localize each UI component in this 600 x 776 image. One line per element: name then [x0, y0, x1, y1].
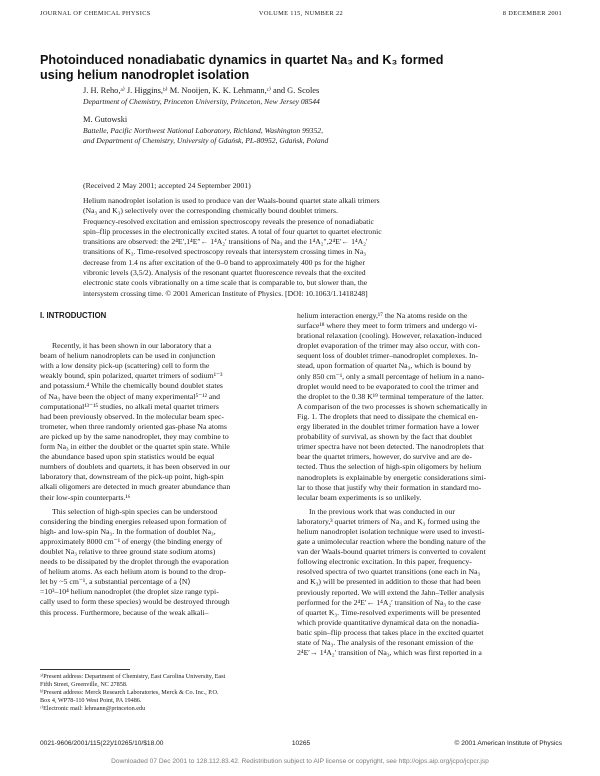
body-text-line: nanodroplets is explainable by energetic considerations simi-	[297, 472, 487, 482]
body-text-line: let by ~5 cm⁻¹, a substantial percentage of a ⟨N⟩	[40, 577, 191, 587]
abstract-line: transitions are observed: the 2⁴E′,1⁴E″← 1⁴A₂′ transitions of Na₃ and the 1⁴A₂″,2⁴E′← 1⁴A₂′	[83, 237, 368, 247]
body-text-line: performed for the 2⁴E′← 1⁴A₂′ transition of Na₃ to the case	[297, 597, 481, 607]
body-text-line: helium interaction energy,¹⁷ the Na atoms reside on the	[297, 311, 468, 320]
right-column	[297, 311, 539, 658]
body-text-line: considering the binding energies released upon formation of	[40, 516, 227, 526]
abstract-line: (Na₃ and K₃) selectively over the corresponding chemically bound doublet trimers.	[83, 206, 338, 216]
abstract-line: Helium nanodroplet isolation is used to produce van der Waals-bound quartet state alkali trimers	[83, 196, 380, 205]
body-text-line: batic spin–flip process that takes place in the excited quartet	[297, 627, 484, 637]
left-column	[40, 311, 282, 618]
body-text-line: =10³–10⁴ helium nanodroplet (the droplet size range typi-	[40, 587, 219, 597]
body-text-line: alkali oligomers are detected in much greater abundance than	[40, 482, 231, 492]
body-text-line: trimer spectra have not been detected. The nanodroplets that	[297, 442, 484, 452]
intro-paragraph-1	[40, 341, 282, 503]
abstract	[83, 196, 563, 299]
running-head	[40, 8, 562, 20]
footnotes	[40, 673, 282, 713]
body-text-line: tected. Thus the selection of high-spin oligomers by helium	[297, 462, 482, 472]
body-text-line: stead, upon formation of quartet Na₃, which is bound by	[297, 361, 472, 371]
affiliation-princeton: Department of Chemistry, Princeton University, Princeton, New Jersey 08544	[83, 97, 320, 106]
body-text-line: approximately 8000 cm⁻¹ of energy (the binding energy of	[40, 536, 223, 546]
body-text-line: the abundance based upon spin statistics would be equal	[40, 452, 215, 462]
abstract-line: electronic state cools vibrationally on a time scale that is comparable to, but slower than, the	[83, 278, 368, 288]
body-text-line: resolved spectra of two quartet transitions (one each in Na₃	[297, 567, 481, 577]
body-text-line: only 850 cm⁻¹, only a small percentage of helium in a nano-	[297, 371, 485, 381]
body-text-line: and potassium.⁴ While the chemically bound doublet states	[40, 381, 223, 391]
volume-number: VOLUME 115, NUMBER 22	[258, 10, 344, 17]
body-text-line: Fig. 1. The droplets that need to dissipate the chemical en-	[297, 411, 479, 421]
body-text-line: with a low density pick-up (scattering) cell to form the	[40, 361, 210, 371]
body-text-line: brational relaxation (cooling). However, relaxation-induced	[297, 331, 482, 341]
author-gutowski: M. Gutowski	[83, 115, 128, 124]
body-text-line: following electronic excitation. In this paper, frequency-	[297, 557, 472, 567]
body-text-line: doublet Na₃ relative to three ground state sodium atoms)	[40, 546, 216, 556]
intro-paragraph-3	[297, 507, 539, 658]
body-text-line: probability of survival, as shown by the fact that doublet	[297, 432, 473, 442]
abstract-line: vibronic levels (3,5/2). Analysis of the resonant quartet fluorescence reveals that the excited	[83, 268, 366, 278]
body-text-line: weakly bound, spin polarized, quartet trimers of sodium¹⁻³	[40, 371, 223, 381]
article-code: 0021-9606/2001/115(22)/10265/10/$18.00	[40, 740, 164, 747]
intro-paragraph-2	[40, 507, 282, 618]
body-text-line: their low-spin counterparts.¹⁶	[40, 492, 131, 502]
abstract-line: transitions of K₃. Time-resolved spectroscopy reveals that intersystem crossing times in Na₃	[83, 247, 366, 257]
intro-paragraph-continued	[297, 311, 539, 503]
body-text-line: sequent loss of doublet trimer–nanodroplet complexes. In-	[297, 351, 479, 361]
download-notice: Downloaded 07 Dec 2001 to 128.112.83.42. Redistribution subject to AIP license or copyright, see http://ojps.aip.org/jcpo/jcpcr.jsp	[111, 758, 489, 765]
title-line: Photoinduced nonadiabatic dynamics in quartet Na₃ and K₃ formed	[40, 53, 444, 67]
page-number: 10265	[291, 740, 311, 747]
body-text-line: the droplet to the 0.38 K¹⁹ terminal temperature of the latter.	[297, 391, 484, 401]
abstract-line: spin–flip processes in the electronically excited states. A total of four quartet to quartet electronic	[83, 226, 382, 236]
affiliation-gdansk: and Department of Chemistry, University of Gdańsk, PL-80952, Gdańsk, Poland	[83, 136, 329, 145]
body-text-line: form Na₃ in either the doublet or the quartet spin state. While	[40, 442, 230, 452]
body-text-line: trometer, when three randomly oriented gas-phase Na atoms	[40, 421, 227, 431]
body-text-line: laboratory,³ quartet trimers of Na₃ and K₃ formed using the	[297, 516, 480, 526]
abstract-line: decrease from 1.4 ns after excitation of the 0–0 band to approximately 400 ps for the higher	[83, 257, 365, 267]
journal-name: JOURNAL OF CHEMICAL PHYSICS	[40, 10, 151, 17]
body-text-line: had been previously observed. In the molecular beam spec-	[40, 411, 224, 421]
issue-date: 8 DECEMBER 2001	[502, 10, 562, 17]
footnote-rule	[40, 669, 130, 670]
body-text-line: droplet evaporation of the trimer may also occur, with con-	[297, 341, 481, 351]
body-text-line: van der Waals-bound quartet trimers is converted to covalent	[297, 547, 486, 557]
body-text-line: high- and low-spin Na₃. In the formation of doublet Na₃,	[40, 526, 216, 536]
article-title	[40, 53, 560, 83]
body-text-line: This selection of high-spin species can be understood	[52, 506, 218, 516]
body-text-line: cally used to form these species) would be destroyed through	[40, 597, 230, 607]
affiliation-battelle: Battelle, Pacific Northwest National Laboratory, Richland, Washington 99352,	[83, 126, 323, 135]
body-text-line: which provide quantitative dynamical data on the nonadia-	[297, 617, 480, 627]
body-text-line: of quartet K₃. Time-resolved experiments will be presented	[297, 607, 481, 617]
footnote-line: ᵇ⁾Present address: Merck Research Laboratories, Merck & Co. Inc., P.O.	[40, 689, 219, 697]
body-text-line: 2⁴E′→ 1⁴A₂′ transition of Na₃, which was first reported in a	[297, 648, 482, 658]
body-text-line: numbers of doublets and quartets, it has been observed in our	[40, 462, 231, 472]
footnote-line: Fifth Street, Greenville, NC 27858.	[40, 681, 128, 689]
abstract-line: Frequency-resolved excitation and emission spectroscopy reveals the presence of nonadiabatic	[83, 216, 374, 226]
abstract-line: intersystem crossing time. © 2001 American Institute of Physics. [DOI: 10.1063/1.1418248]	[83, 288, 368, 298]
body-text-line: computational¹³⁻¹⁵ studies, no alkali metal quartet trimers	[40, 401, 219, 411]
body-text-line: state of Na₃. The analysis of the resonant emission of the	[297, 638, 474, 647]
footnote-line: ᶜ⁾Electronic mail: lehmann@princeton.edu	[40, 705, 146, 713]
body-text-line: In the previous work that was conducted in our	[309, 506, 455, 516]
body-text-line: lar to those that justify why their formation in standard mo-	[297, 482, 482, 492]
body-text-line: lecular beam experiments is so unlikely.	[297, 492, 422, 502]
body-text-line: ergy liberated in the doublet trimer formation have a lower	[297, 422, 480, 432]
body-text-line: gate a unimolecular reaction where the bonding nature of the	[297, 537, 486, 547]
author-list: J. H. Reho,ᵃ⁾ J. Higgins,ᵇ⁾ M. Nooijen, K. K. Lehmann,ᶜ⁾ and G. Scoles	[83, 86, 320, 95]
title-line: using helium nanodroplet isolation	[40, 68, 250, 82]
body-text-line: Recently, it has been shown in our laboratory that a	[52, 341, 212, 351]
body-text-line: previously reported. We will extend the Jahn–Teller analysis	[297, 587, 485, 597]
footnote-line: Box 4, WP78-110 West Point, PA 19486.	[40, 697, 142, 705]
body-text-line: surface¹⁸ where they meet to form trimers and undergo vi-	[297, 321, 478, 331]
page-footer	[40, 740, 562, 750]
body-text-line: are picked up by the same nanodroplet, they may combine to	[40, 431, 229, 441]
body-text-line: helium nanodroplet isolation technique were used to investi-	[297, 526, 485, 536]
received-dates: (Received 2 May 2001; accepted 24 September 2001)	[83, 181, 251, 190]
body-text-line: needs to be dissipated by the droplet through the evaporation	[40, 557, 229, 567]
body-text-line: this process. Furthermore, because of the weak alkali–	[40, 607, 209, 617]
body-text-line: of Na₃ have been the object of many experimental⁵⁻¹² and	[40, 391, 221, 401]
body-text-line: bear the quartet trimers, however, do survive and are de-	[297, 452, 473, 462]
footnote-line: ᵃ⁾Present address: Department of Chemistry, East Carolina University, East	[40, 673, 226, 680]
copyright-notice: © 2001 American Institute of Physics	[454, 740, 562, 747]
body-text-line: A comparison of the two processes is shown schematically in	[297, 401, 488, 411]
body-text-line: beam of helium nanodroplets can be used in conjunction	[40, 351, 216, 361]
body-text-line: of helium atoms. As each helium atom is bound to the drop-	[40, 567, 226, 577]
body-text-line: droplet would need to be evaporated to cool the trimer and	[297, 381, 479, 391]
body-text-line: laboratory that, downstream of the pick-up point, high-spin	[40, 472, 224, 482]
body-text-line: and K₃) will be presented in addition to those that had been	[297, 577, 481, 587]
section-heading-introduction: I. INTRODUCTION	[40, 311, 107, 320]
